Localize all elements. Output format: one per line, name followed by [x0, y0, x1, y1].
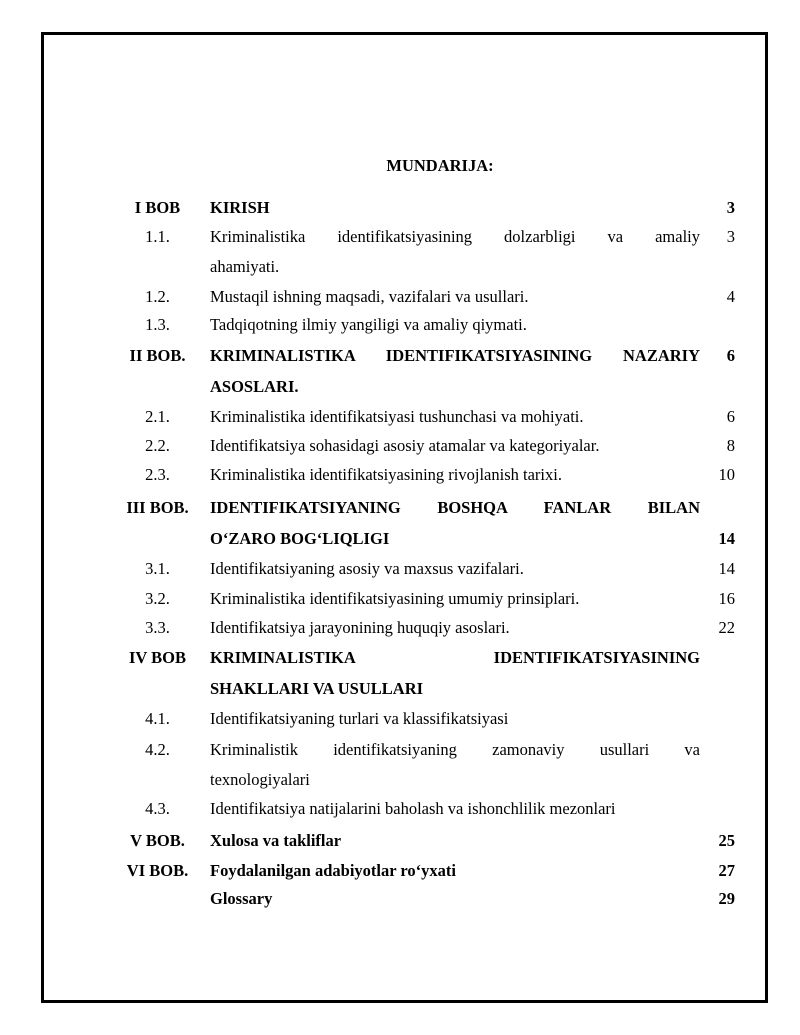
toc-entry-page: 25	[718, 831, 735, 850]
toc-entry-number: IV BOB	[128, 648, 186, 667]
page-title: MUNDARIJA:	[386, 156, 494, 175]
toc-entry-number: 1.3.	[145, 315, 170, 334]
toc-entry	[0, 679, 800, 699]
toc-entry-title: Xulosa va takliflar	[210, 831, 342, 850]
toc-entry	[0, 315, 800, 335]
toc-entry-page: 16	[718, 589, 735, 608]
toc-entry-number: 4.1.	[145, 709, 170, 728]
toc-entry	[0, 407, 800, 427]
toc-entry-page: 27	[718, 861, 735, 880]
toc-entry-title: IDENTIFIKATSIYANING BOSHQA FANLAR BILAN	[210, 498, 700, 517]
toc-entry-number: I BOB	[134, 198, 181, 217]
toc-entry	[0, 529, 800, 549]
toc-entry	[0, 257, 800, 277]
toc-entry-title: Kriminalistika identifikatsiyasining dolzarbligi va amaliy	[210, 227, 700, 246]
toc-entry-page: 22	[718, 618, 735, 637]
toc-entry-title: Identifikatsiyaning turlari va klassifikatsiyasi	[210, 709, 509, 728]
toc-entry	[0, 436, 800, 456]
toc-entry-title: Identifikatsiya jarayonining huquqiy asoslari.	[210, 618, 510, 637]
toc-entry-title: KRIMINALISTIKA IDENTIFIKATSIYASINING NAZARIY	[210, 346, 700, 365]
toc-entry-title: SHAKLLARI VA USULLARI	[210, 679, 424, 698]
toc-entry-title: Mustaqil ishning maqsadi, vazifalari va usullari.	[210, 287, 529, 306]
toc-entry	[0, 465, 800, 485]
toc-entry-title: Kriminalistika identifikatsiyasi tushunchasi va mohiyati.	[210, 407, 584, 426]
toc-entry-number: 4.3.	[145, 799, 170, 818]
toc-entry	[0, 799, 800, 819]
toc-entry	[0, 198, 800, 218]
toc-entry-number: III BOB.	[126, 498, 189, 517]
toc-entry-title: texnologiyalari	[210, 770, 310, 789]
toc-entry-number: 3.1.	[145, 559, 170, 578]
toc-entry-number: 4.2.	[145, 740, 170, 759]
toc-entry-number: 2.1.	[145, 407, 170, 426]
toc-entry-number: 2.3.	[145, 465, 170, 484]
toc-entry-title: Foydalanilgan adabiyotlar ro‘yxati	[210, 861, 457, 880]
toc-entry-number: V BOB.	[130, 831, 185, 850]
toc-entry	[0, 889, 800, 909]
toc-entry-title: Kriminalistika identifikatsiyasining umumiy prinsiplari.	[210, 589, 580, 608]
toc-entry	[0, 770, 800, 790]
toc-entry-title: Tadqiqotning ilmiy yangiligi va amaliy qiymati.	[210, 315, 527, 334]
toc-entry-page: 10	[718, 465, 735, 484]
toc-entry	[0, 346, 800, 366]
toc-entry-page: 3	[726, 198, 735, 217]
toc-entry-page: 14	[718, 529, 735, 548]
toc-entry-page: 8	[726, 436, 735, 455]
toc-entry-title: Kriminalistik identifikatsiyaning zamonaviy usullari va	[210, 740, 700, 759]
toc-entry	[0, 589, 800, 609]
toc-entry-title: ASOSLARI.	[210, 377, 299, 396]
toc-entry	[0, 740, 800, 760]
toc-entry-number: VI BOB.	[126, 861, 189, 880]
toc-entry-number: 3.3.	[145, 618, 170, 637]
toc-entry-number: 1.2.	[145, 287, 170, 306]
toc-entry	[0, 498, 800, 518]
toc-entry	[0, 861, 800, 881]
toc-entry-title: Kriminalistika identifikatsiyasining rivojlanish tarixi.	[210, 465, 562, 484]
toc-entry-page: 29	[718, 889, 735, 908]
toc-entry-page: 14	[718, 559, 735, 578]
toc-entry-title: KIRISH	[210, 198, 270, 217]
toc-entry-page: 6	[726, 407, 735, 426]
toc-entry-title: Identifikatsiyaning asosiy va maxsus vazifalari.	[210, 559, 524, 578]
toc-entry-title: KRIMINALISTIKA IDENTIFIKATSIYASINING	[210, 648, 700, 667]
toc-entry-page: 6	[726, 346, 735, 365]
toc-entry-number: 2.2.	[145, 436, 170, 455]
toc-entry-title: Glossary	[210, 889, 273, 908]
toc-entry-title: ahamiyati.	[210, 257, 280, 276]
toc-entry	[0, 618, 800, 638]
toc-entry	[0, 227, 800, 247]
toc-entry-page: 3	[726, 227, 735, 246]
toc-entry-title: Identifikatsiya sohasidagi asosiy atamalar va kategoriyalar.	[210, 436, 600, 455]
toc-entry	[0, 709, 800, 729]
toc-entry	[0, 831, 800, 851]
toc-entry-page: 4	[726, 287, 735, 306]
toc-entry-number: 3.2.	[145, 589, 170, 608]
toc-entry	[0, 559, 800, 579]
toc-entry	[0, 648, 800, 668]
toc-entry	[0, 287, 800, 307]
toc-entry	[0, 377, 800, 397]
toc-entry-title: O‘ZARO BOG‘LIQLIGI	[210, 529, 390, 548]
toc-entry-number: 1.1.	[145, 227, 170, 246]
toc-entry-number: II BOB.	[129, 346, 186, 365]
toc-entry-title: Identifikatsiya natijalarini baholash va ishonchlilik mezonlari	[210, 799, 616, 818]
